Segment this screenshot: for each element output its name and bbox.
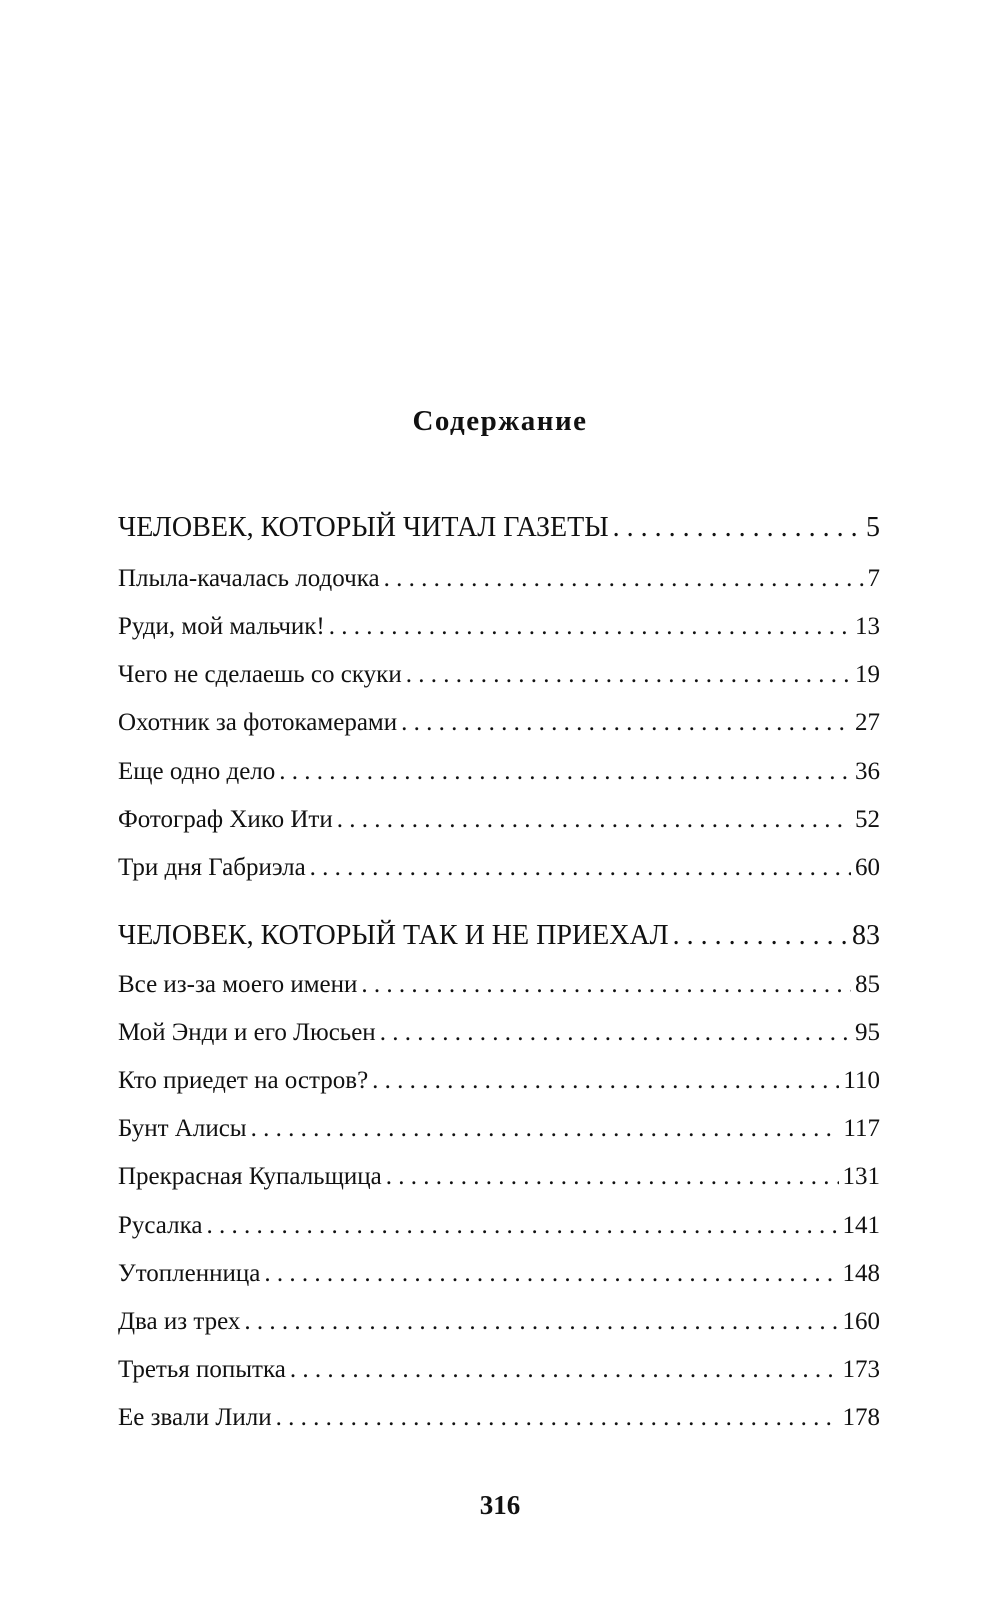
toc-entry-title: ЧЕЛОВЕК, КОТОРЫЙ ТАК И НЕ ПРИЕХАЛ bbox=[118, 920, 669, 951]
dot-leader bbox=[337, 803, 851, 837]
toc-entry-title: Все из-за моего имени bbox=[118, 971, 358, 998]
toc-entry bbox=[118, 851, 880, 885]
toc-entry-title: Плыла-качалась лодочка bbox=[118, 565, 380, 592]
toc-entry bbox=[118, 919, 880, 953]
toc-entry bbox=[118, 1064, 880, 1098]
toc-entry-title: Кто приедет на остров? bbox=[118, 1067, 369, 1094]
toc-entry-title: Чего не сделаешь со скуки bbox=[118, 661, 402, 688]
toc-entry bbox=[118, 562, 880, 596]
toc-entry-page: 19 bbox=[855, 661, 880, 688]
toc-entry-title: Ее звали Лили bbox=[118, 1404, 272, 1431]
toc-entry bbox=[118, 706, 880, 740]
toc-entry-title: Руди, мой мальчик! bbox=[118, 613, 325, 640]
toc-entry-page: 7 bbox=[867, 565, 880, 592]
dot-leader bbox=[310, 851, 851, 885]
page-number: 316 bbox=[479, 1490, 521, 1520]
toc-entry-title: Прекрасная Купальщица bbox=[118, 1163, 382, 1190]
toc-entry bbox=[118, 1209, 880, 1243]
toc-entry bbox=[118, 1016, 880, 1050]
dot-leader bbox=[206, 1209, 838, 1243]
dot-leader bbox=[613, 511, 862, 545]
toc-entry-page: 60 bbox=[855, 854, 880, 881]
toc-entry bbox=[118, 803, 880, 837]
toc-entry bbox=[118, 610, 880, 644]
toc-entry bbox=[118, 1305, 880, 1339]
dot-leader bbox=[244, 1305, 838, 1339]
dot-leader bbox=[406, 658, 851, 692]
toc-entry bbox=[118, 755, 880, 789]
toc-entry bbox=[118, 1257, 880, 1291]
toc-entry-page: 52 bbox=[855, 806, 880, 833]
dot-leader bbox=[401, 706, 851, 740]
toc-entry-page: 36 bbox=[855, 758, 880, 785]
toc-entry-title: Русалка bbox=[118, 1212, 203, 1239]
toc-entry bbox=[118, 1353, 880, 1387]
toc-entry-title: Бунт Алисы bbox=[118, 1115, 247, 1142]
toc-entry-title: Третья попытка bbox=[118, 1356, 286, 1383]
toc-entry bbox=[118, 1112, 880, 1146]
toc-entry-title: Еще одно дело bbox=[118, 758, 276, 785]
toc-entry-page: 27 bbox=[855, 709, 880, 736]
toc-entry-title: Охотник за фотокамерами bbox=[118, 709, 398, 736]
toc-entry-title: Мой Энди и его Люсьен bbox=[118, 1019, 376, 1046]
toc-entry-page: 85 bbox=[855, 971, 880, 998]
toc-entry-page: 110 bbox=[843, 1067, 880, 1094]
dot-leader bbox=[251, 1112, 840, 1146]
dot-leader bbox=[264, 1257, 838, 1291]
toc-entry bbox=[118, 658, 880, 692]
toc-entry bbox=[118, 968, 880, 1002]
dot-leader bbox=[673, 919, 848, 953]
toc-entry-page: 141 bbox=[842, 1212, 880, 1239]
toc-entry-page: 173 bbox=[842, 1356, 880, 1383]
toc-title: Содержание bbox=[412, 405, 588, 437]
dot-leader bbox=[386, 1160, 839, 1194]
dot-leader bbox=[290, 1353, 839, 1387]
dot-leader bbox=[329, 610, 851, 644]
toc-entry-page: 13 bbox=[855, 613, 880, 640]
toc-entry-page: 117 bbox=[843, 1115, 880, 1142]
toc-entry-title: ЧЕЛОВЕК, КОТОРЫЙ ЧИТАЛ ГАЗЕТЫ bbox=[118, 512, 609, 543]
toc-entry-title: Два из трех bbox=[118, 1308, 241, 1335]
dot-leader bbox=[372, 1064, 839, 1098]
dot-leader bbox=[384, 562, 864, 596]
dot-leader bbox=[279, 755, 851, 789]
toc-entry bbox=[118, 1160, 880, 1194]
dot-leader bbox=[361, 968, 851, 1002]
toc-entry-title: Утопленница bbox=[118, 1260, 261, 1287]
dot-leader bbox=[276, 1401, 839, 1435]
toc-entry-page: 131 bbox=[842, 1163, 880, 1190]
toc-entry-title: Три дня Габриэла bbox=[118, 854, 306, 881]
toc-entry-page: 178 bbox=[842, 1404, 880, 1431]
toc-entry bbox=[118, 511, 880, 545]
toc-entry-title: Фотограф Хико Ити bbox=[118, 806, 333, 833]
toc-entry bbox=[118, 1401, 880, 1435]
toc-entry-page: 148 bbox=[842, 1260, 880, 1287]
toc-entry-page: 160 bbox=[842, 1308, 880, 1335]
toc-entry-page: 95 bbox=[855, 1019, 880, 1046]
toc-entry-page: 5 bbox=[866, 512, 880, 543]
toc-entry-page: 83 bbox=[852, 920, 880, 951]
dot-leader bbox=[380, 1016, 851, 1050]
